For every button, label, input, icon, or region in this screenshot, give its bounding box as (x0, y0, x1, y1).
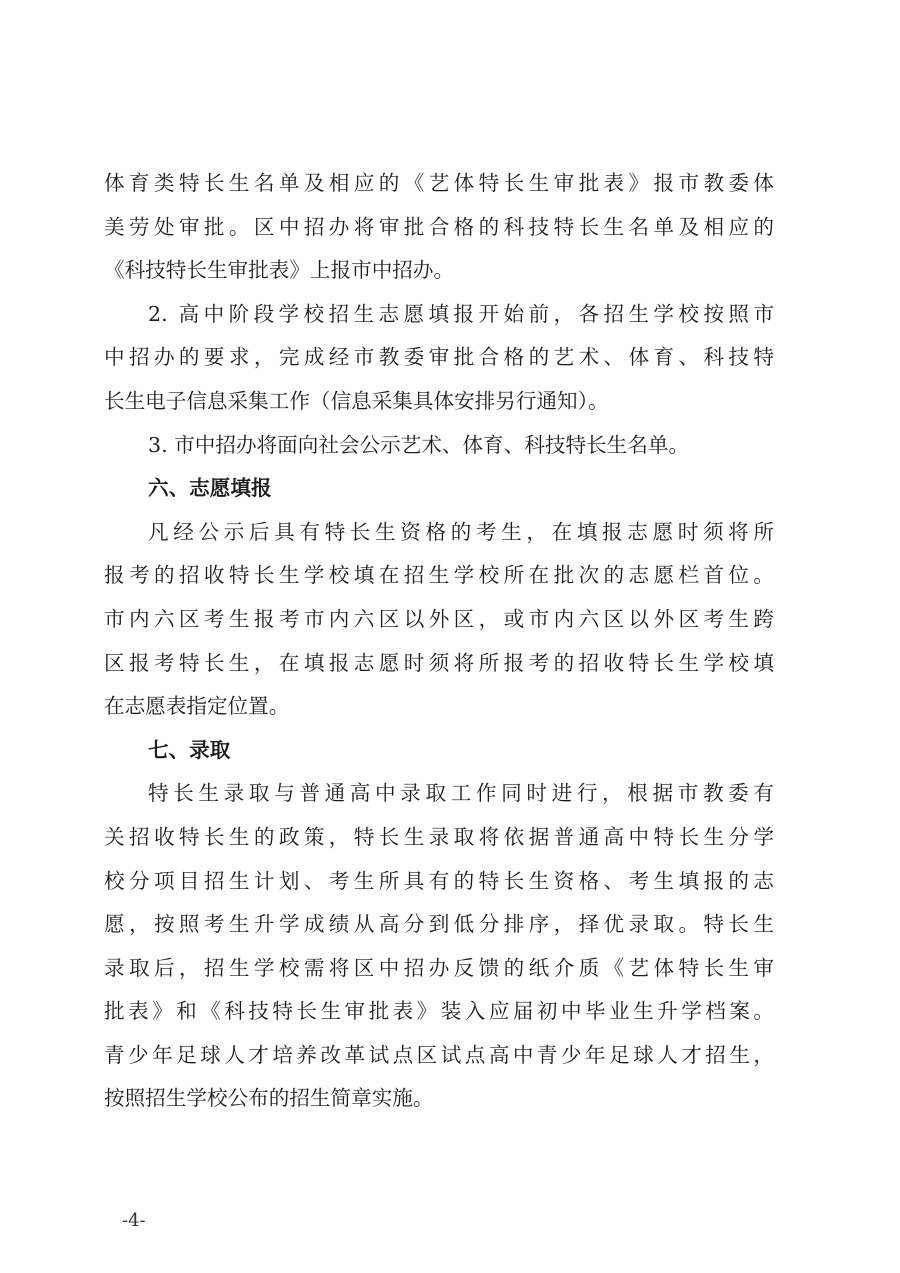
paragraph-line: 长生电子信息采集工作（信息采集具体安排另行通知）。 (104, 388, 609, 413)
paragraph-line: 市内六区考生报考市内六区以外区，或市内六区以外区考生跨 (104, 606, 774, 631)
paragraph-line: 特长生录取与普通高中录取工作同时进行，根据市教委有 (148, 781, 774, 806)
paragraph-line: 《科技特长生审批表》上报市中招办。 (104, 258, 455, 283)
paragraph-line: 体育类特长生名单及相应的《艺体特长生审批表》报市教委体 (104, 171, 774, 195)
paragraph-line: 批表》和《科技特长生审批表》装入应届初中毕业生升学档案。 (104, 999, 774, 1024)
paragraph-line: 中招办的要求，完成经市教委审批合格的艺术、体育、科技特 (104, 345, 774, 370)
section-heading: 七、录取 (148, 737, 231, 762)
paragraph-line: 按照招生学校公布的招生简章实施。 (104, 1086, 434, 1111)
paragraph-line: 凡经公示后具有特长生资格的考生，在填报志愿时须将所 (148, 519, 774, 544)
paragraph-line: 在志愿表指定位置。 (104, 694, 290, 719)
section-heading: 六、志愿填报 (148, 476, 272, 501)
paragraph-line: 2. 高中阶段学校招生志愿填报开始前，各招生学校按照市 (148, 301, 774, 326)
paragraph-line: 区报考特长生，在填报志愿时须将所报考的招收特长生学校填 (104, 650, 774, 675)
paragraph-line: 校分项目招生计划、考生所具有的特长生资格、考生填报的志 (104, 868, 774, 893)
paragraph-line: 青少年足球人才培养改革试点区试点高中青少年足球人才招生， (104, 1042, 774, 1067)
paragraph-line: 3. 市中招办将面向社会公示艺术、体育、科技特长生名单。 (148, 432, 690, 457)
paragraph-line: 报考的招收特长生学校填在招生学校所在批次的志愿栏首位。 (104, 563, 774, 588)
paragraph-line: 关招收特长生的政策，特长生录取将依据普通高中特长生分学 (104, 824, 774, 849)
page-number: -4- (122, 1210, 146, 1231)
paragraph-line: 录取后，招生学校需将区中招办反馈的纸介质《艺体特长生审 (104, 955, 774, 980)
paragraph-line: 愿，按照考生升学成绩从高分到低分排序，择优录取。特长生 (104, 912, 774, 937)
document-body (104, 162, 774, 1121)
paragraph-line: 美劳处审批。区中招办将审批合格的科技特长生名单及相应的 (104, 214, 774, 239)
